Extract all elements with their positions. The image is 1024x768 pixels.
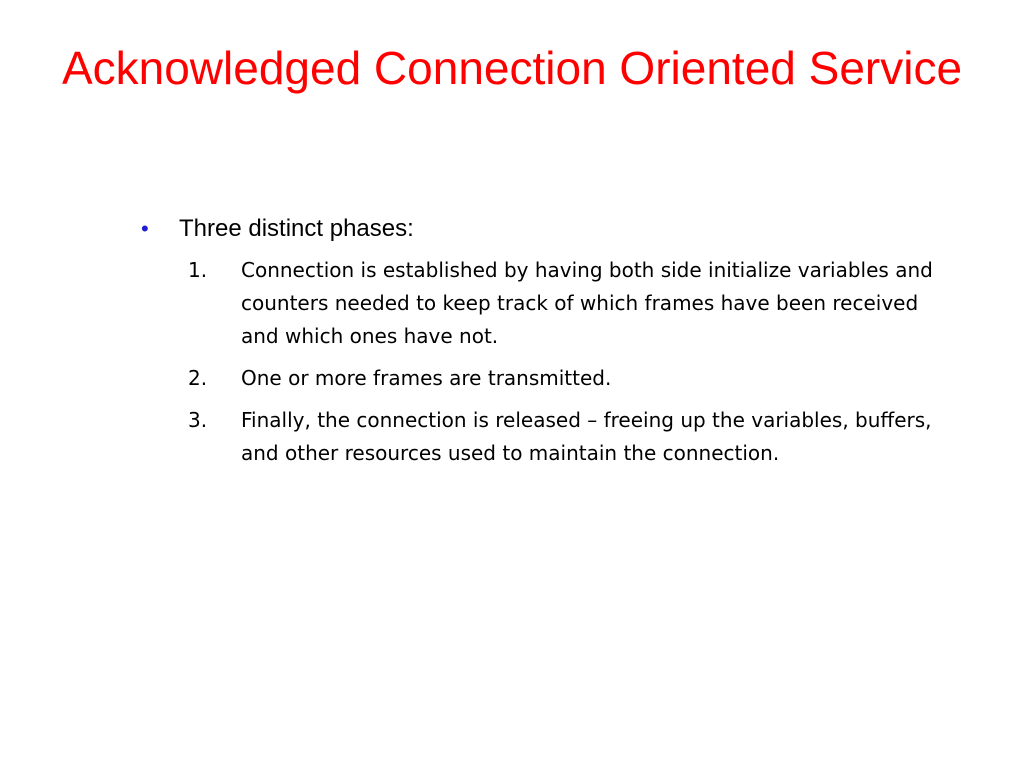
phase-number: 3. [188, 408, 208, 432]
phase-number: 1. [188, 258, 208, 282]
phase-item [188, 254, 989, 353]
phase-list [139, 254, 989, 470]
phase-text: Connection is established by having both side initialize variables and counters needed to keep track of which frames have been received and which ones have not. [241, 258, 933, 348]
phase-item [188, 404, 989, 470]
bullet-item [139, 212, 989, 246]
bullet-text: Three distinct phases: [179, 215, 414, 242]
bullet-icon: • [141, 216, 149, 241]
phase-text: Finally, the connection is released – freeing up the variables, buffers, and other resources used to maintain the connection. [241, 408, 932, 465]
slide-content [139, 212, 989, 479]
phase-number: 2. [188, 366, 208, 390]
phase-text: One or more frames are transmitted. [241, 366, 612, 390]
slide-title: Acknowledged Connection Oriented Service [61, 42, 963, 94]
phase-item [188, 362, 989, 395]
